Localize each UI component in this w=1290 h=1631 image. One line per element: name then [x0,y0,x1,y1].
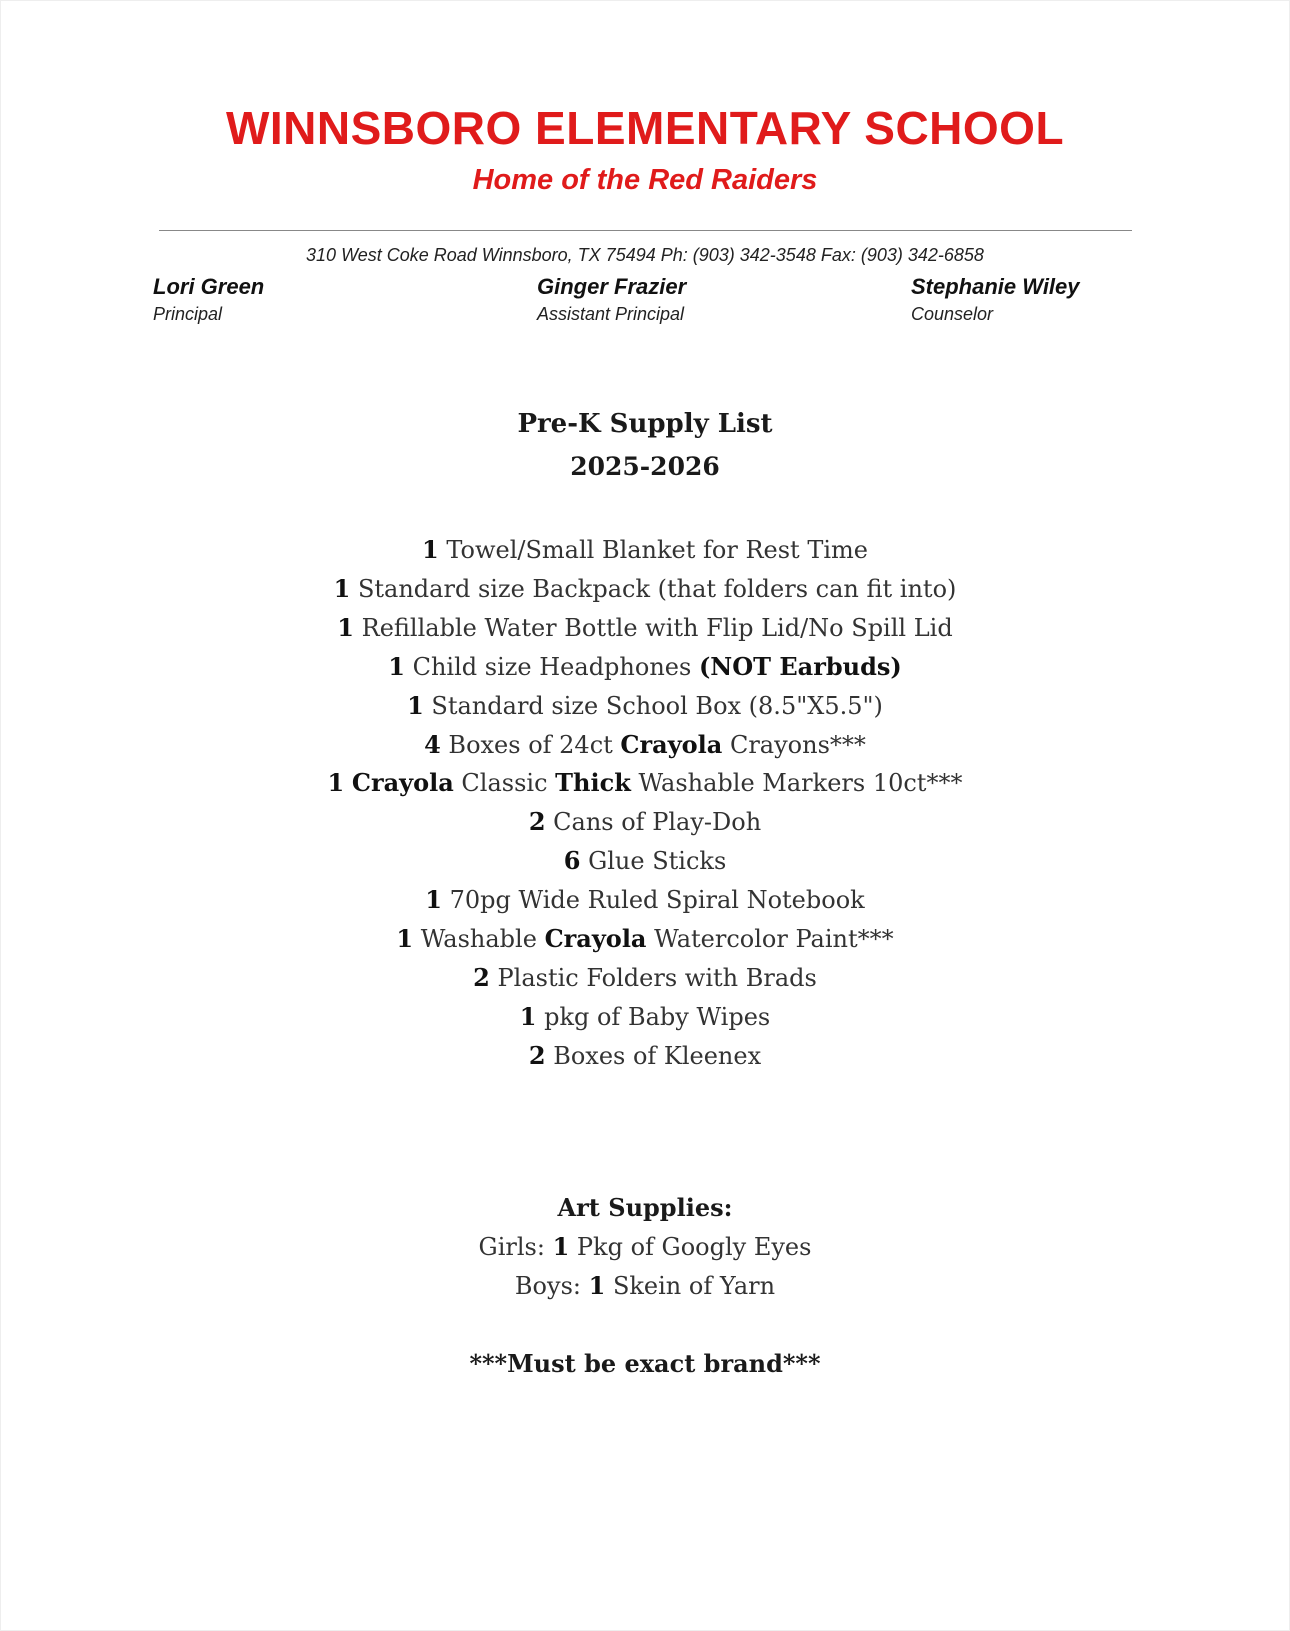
supply-item-text: Plastic Folders with Brads [489,963,817,992]
supply-item [1,648,1289,687]
supply-item-quantity: 1 [422,535,439,564]
supply-list-title: Pre-K Supply List [517,409,773,439]
supply-item-text: Boxes of 24ct [440,730,621,759]
header-divider [159,230,1132,231]
supply-item-text: Crayola [620,729,723,759]
school-name: WINNSBORO ELEMENTARY SCHOOL [225,102,1065,154]
staff-name: Ginger Frazier [537,274,687,299]
supply-item-quantity: 1 [425,885,442,915]
supply-item-text: Crayons*** [722,730,866,759]
supply-item-text: Towel/Small Blanket for Rest Time [438,536,868,564]
supply-item [1,609,1289,648]
staff-counselor [911,273,1080,327]
supply-item-text: Thick [555,768,631,798]
supply-item-text: Watercolor Paint*** [646,925,894,954]
supply-item-text: Classic [453,769,556,798]
supply-item [1,842,1289,881]
boys-label: Boys: [514,1272,589,1300]
supply-item-text: Washable [413,925,545,954]
supply-item [1,959,1289,998]
supply-item-quantity: 1 [407,690,424,720]
supply-item [1,881,1289,920]
supply-item-quantity: 2 [473,962,490,992]
supply-item-text: Refillable Water Bottle with Flip Lid/No Spill Lid [354,613,953,642]
art-supplies-girls [1,1232,1289,1261]
supply-item-text: Crayola [544,924,647,954]
girls-quantity: 1 [552,1232,570,1261]
staff-title: Counselor [911,304,994,324]
supply-item-text: pkg of Baby Wipes [536,1002,771,1031]
supply-item-quantity: 1 [396,924,414,954]
supply-item [1,998,1289,1037]
supply-item-quantity: 1 [519,1001,537,1031]
school-tagline: Home of the Red Raiders [472,164,818,196]
staff-principal [153,273,264,327]
supply-item [1,920,1289,959]
supply-item-text: Standard size Backpack (that folders can fit into) [350,574,957,603]
staff-assistant-principal [537,273,686,327]
supply-item-text [344,769,352,797]
supply-item [1,726,1289,765]
art-supplies-title: Art Supplies: [557,1193,733,1222]
supply-item [1,1037,1289,1076]
supply-item-quantity: 4 [424,729,441,759]
supply-item-text: Crayola [351,768,454,798]
staff-name: Stephanie Wiley [911,274,1080,299]
supply-item-text: (NOT Earbuds) [698,651,902,681]
supply-item-quantity: 2 [528,807,546,837]
supply-item [1,803,1289,842]
supply-item-quantity: 1 [327,768,345,798]
staff-title: Assistant Principal [537,304,685,324]
supply-item-text: Child size Headphones [404,652,699,681]
supply-item-quantity: 6 [563,846,581,876]
school-year: 2025-2026 [570,452,720,481]
supply-items-list [1,531,1289,1076]
boys-item: Skein of Yarn [605,1272,776,1300]
supply-item-text: Cans of Play-Doh [545,808,762,837]
supply-item-text: Standard size School Box (8.5"X5.5") [423,691,883,720]
supply-item-quantity: 2 [528,1040,546,1070]
staff-title: Principal [153,304,223,324]
supply-item-text: 70pg Wide Ruled Spiral Notebook [441,886,865,915]
supply-item-quantity: 1 [333,573,351,603]
staff-name: Lori Green [153,274,265,299]
supply-item-quantity: 1 [388,651,405,681]
supply-item [1,764,1289,803]
exact-brand-note: ***Must be exact brand*** [469,1349,821,1378]
supply-item-quantity: 1 [337,612,354,642]
supply-item-text: Boxes of Kleenex [545,1041,762,1070]
art-supplies-boys [1,1271,1289,1300]
supply-item-text: Glue Sticks [580,847,727,876]
supply-item [1,687,1289,726]
supply-item [1,570,1289,609]
boys-quantity: 1 [588,1271,606,1300]
supply-item-text: Washable Markers 10ct*** [630,769,963,798]
supply-item [1,531,1289,570]
school-address: 310 West Coke Road Winnsboro, TX 75494 Ph: (903) 342-3548 Fax: (903) 342-6858 [306,245,984,265]
girls-label: Girls: [478,1233,553,1261]
girls-item: Pkg of Googly Eyes [569,1233,812,1261]
